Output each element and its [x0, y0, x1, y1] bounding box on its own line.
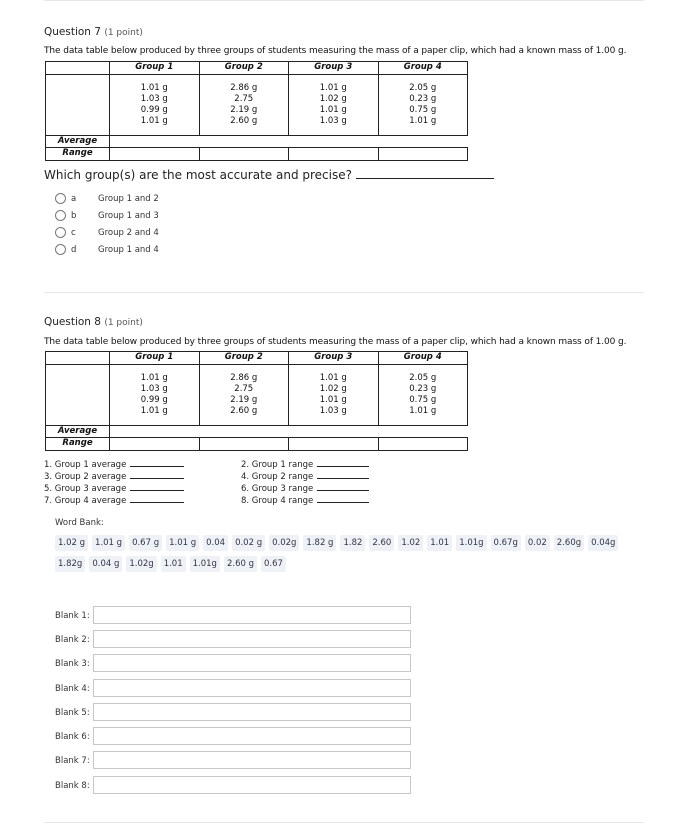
table-cell-group-2: 2.86 g 2.75 2.19 g 2.60 g	[199, 74, 289, 135]
word-bank-chip[interactable]: 0.02	[525, 535, 550, 551]
avg-line-7: 7. Group 4 average	[44, 494, 184, 506]
blank-label: Blank 2:	[55, 635, 90, 645]
top-divider	[44, 0, 644, 1]
avg-line-3: 3. Group 2 average	[44, 470, 184, 482]
question-title-text: Question 8	[44, 316, 101, 328]
word-bank-chip[interactable]: 1.01 g	[92, 535, 125, 551]
blank-1-input[interactable]	[93, 606, 411, 624]
blank-label: Blank 3:	[55, 659, 90, 669]
table-cell-group-4: 2.05 g 0.23 g 0.75 g 1.01 g	[378, 364, 468, 425]
table-cell-group-1: 1.01 g 1.03 g 0.99 g 1.01 g	[110, 364, 200, 425]
blank-label: Blank 7:	[55, 756, 90, 766]
range-line-8: 8. Group 4 range	[241, 494, 369, 506]
bottom-divider	[44, 822, 644, 823]
blank-label: Blank 6:	[55, 732, 90, 742]
word-bank-chip[interactable]: 0.04g	[588, 535, 618, 551]
option-letter: a	[71, 194, 77, 204]
range-line-6: 6. Group 3 range	[241, 482, 369, 494]
option-letter: c	[71, 228, 76, 238]
question-7-data-table	[45, 61, 468, 161]
blank-2-input[interactable]	[93, 630, 411, 648]
table-header: Group 1	[110, 62, 200, 75]
row-label-average: Average	[46, 135, 110, 148]
word-bank-chip[interactable]: 1.02g	[126, 556, 156, 572]
range-line-2: 2. Group 1 range	[241, 458, 369, 470]
option-letter: d	[71, 245, 77, 255]
question-8-intro: The data table below produced by three groups of students measuring the mass of a paper clip, which had a known mass of 1.00 g.	[44, 337, 627, 347]
blank-label: Blank 8:	[55, 781, 90, 791]
question-7-prompt	[44, 167, 494, 182]
range-line-4: 4. Group 2 range	[241, 470, 369, 482]
table-header: Group 2	[199, 62, 289, 75]
blank-8-input[interactable]	[93, 776, 411, 794]
blank-label: Blank 5:	[55, 708, 90, 718]
blank-6-input[interactable]	[93, 727, 411, 745]
table-cell-group-1: 1.01 g 1.03 g 0.99 g 1.01 g	[110, 74, 200, 135]
blank-4-input[interactable]	[93, 679, 411, 697]
option-text: Group 1 and 3	[98, 211, 159, 221]
option-text: Group 1 and 2	[98, 194, 159, 204]
answer-line	[356, 167, 494, 179]
avg-line-1: 1. Group 1 average	[44, 458, 184, 470]
word-bank-chip[interactable]: 0.04	[203, 535, 228, 551]
word-bank-chip[interactable]: 1.02 g	[55, 535, 88, 551]
word-bank-chip[interactable]: 0.04 g	[89, 556, 122, 572]
word-bank-chip[interactable]: 2.60 g	[224, 556, 257, 572]
row-label-range: Range	[46, 148, 110, 161]
word-bank-chip[interactable]: 0.67 g	[129, 535, 162, 551]
table-cell-group-3: 1.01 g 1.02 g 1.01 g 1.03 g	[289, 364, 379, 425]
question-divider	[44, 292, 644, 293]
option-text: Group 2 and 4	[98, 228, 159, 238]
question-points: (1 point)	[104, 28, 143, 38]
question-points: (1 point)	[104, 318, 143, 328]
word-bank-chip[interactable]: 1.01g	[190, 556, 220, 572]
question-7-title	[44, 26, 143, 38]
word-bank-chip[interactable]: 1.82	[340, 535, 365, 551]
option-letter: b	[71, 211, 77, 221]
word-bank	[55, 535, 625, 577]
word-bank-chip[interactable]: 2.60	[369, 535, 394, 551]
avg-line-5: 5. Group 3 average	[44, 482, 184, 494]
word-bank-chip[interactable]: 0.67	[261, 556, 286, 572]
table-header: Group 4	[378, 352, 468, 365]
word-bank-title: Word Bank:	[55, 518, 104, 528]
word-bank-chip[interactable]: 1.01 g	[166, 535, 199, 551]
radio-button[interactable]	[55, 244, 66, 255]
row-label-range: Range	[46, 438, 110, 451]
option-text: Group 1 and 4	[98, 245, 159, 255]
table-header: Group 2	[199, 352, 289, 365]
word-bank-chip[interactable]: 0.67g	[491, 535, 521, 551]
blank-label: Blank 1:	[55, 611, 90, 621]
table-header: Group 1	[110, 352, 200, 365]
table-header: Group 4	[378, 62, 468, 75]
blank-label: Blank 4:	[55, 684, 90, 694]
table-cell-group-4: 2.05 g 0.23 g 0.75 g 1.01 g	[378, 74, 468, 135]
row-label-average: Average	[46, 425, 110, 438]
blank-7-input[interactable]	[93, 751, 411, 769]
word-bank-chip[interactable]: 2.60g	[554, 535, 584, 551]
question-8-title	[44, 316, 143, 328]
blank-5-input[interactable]	[93, 703, 411, 721]
table-cell-group-3: 1.01 g 1.02 g 1.01 g 1.03 g	[289, 74, 379, 135]
radio-button[interactable]	[55, 193, 66, 204]
question-7-intro: The data table below produced by three groups of students measuring the mass of a paper clip, which had a known mass of 1.00 g.	[44, 46, 627, 56]
table-cell-group-2: 2.86 g 2.75 2.19 g 2.60 g	[199, 364, 289, 425]
word-bank-chip[interactable]: 0.02g	[269, 535, 299, 551]
word-bank-chip[interactable]: 1.82g	[55, 556, 85, 572]
radio-button[interactable]	[55, 227, 66, 238]
word-bank-chip[interactable]: 1.02	[398, 535, 423, 551]
prompt-text: Which group(s) are the most accurate and precise?	[44, 168, 352, 182]
radio-button[interactable]	[55, 210, 66, 221]
table-header: Group 3	[289, 352, 379, 365]
blank-3-input[interactable]	[93, 654, 411, 672]
word-bank-chip[interactable]: 0.02 g	[232, 535, 265, 551]
word-bank-chip[interactable]: 1.01g	[456, 535, 486, 551]
question-title-text: Question 7	[44, 26, 101, 38]
word-bank-chip[interactable]: 1.01	[161, 556, 186, 572]
table-header: Group 3	[289, 62, 379, 75]
word-bank-chip[interactable]: 1.01	[427, 535, 452, 551]
question-8-data-table	[45, 351, 468, 451]
word-bank-chip[interactable]: 1.82 g	[303, 535, 336, 551]
